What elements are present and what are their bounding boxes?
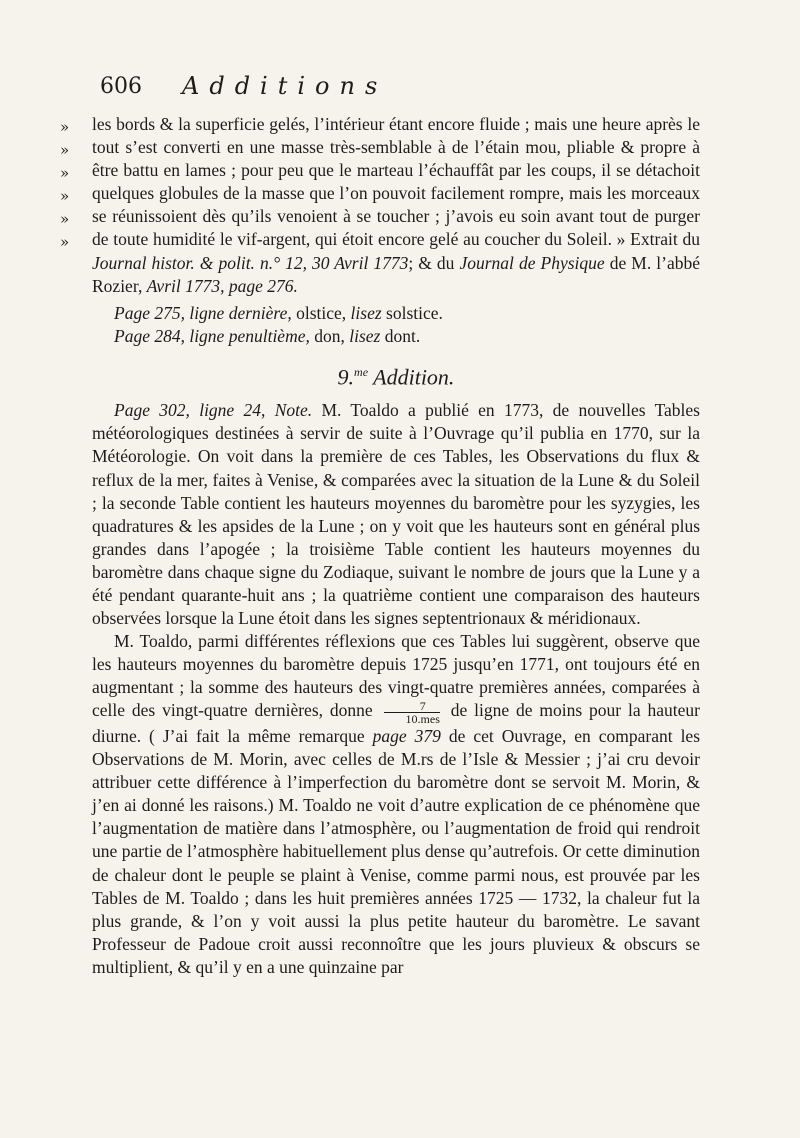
fraction	[384, 700, 440, 725]
errata-ref: Page 284, ligne penultième,	[114, 325, 310, 346]
page-header	[100, 74, 700, 108]
quotation-margin-marks	[60, 116, 80, 254]
fraction-numerator: 7	[384, 700, 440, 713]
quote-mark: »	[60, 118, 70, 136]
journal-physique: Journal de Physique	[459, 252, 605, 273]
errata-ref: Page 275, ligne dernière,	[114, 302, 292, 323]
running-title: Additions	[182, 72, 388, 100]
paragraph-text: de ligne de moins pour la hauteur diurne. ( J’ai fait la même remarque	[92, 700, 700, 746]
citation-author: de M. l’abbé Rozier,	[92, 252, 700, 296]
fraction-denominator: 10.mes	[405, 711, 440, 726]
body-text	[92, 113, 700, 979]
errata-line	[92, 302, 700, 325]
errata-line	[92, 325, 700, 348]
journal-citation: Journal histor. & polit. n.° 12, 30 Avril 1773	[92, 252, 409, 273]
paragraph-text: M. Toaldo, parmi différentes réflexions que ces Tables lui suggèrent, observe que les hauteurs moyennes du baromètre depuis 1725 jusqu’en 1771, ont toujours été en augmentant ; la somme des hauteurs des vingt-quatre premières années, comparées à celle des vingt-quatre dernières, donne	[92, 631, 700, 721]
paragraph-barometer	[92, 630, 700, 979]
citation-join: ; & du	[408, 252, 455, 273]
errata-correct: dont.	[384, 325, 421, 346]
paragraph-text: de cet Ouvrage, en comparant les Observations de M. Morin, avec celles de M.rs de l’Isle & Messier ; j’ai cru devoir attribuer cette différence à l’imperfection du baromètre dont se servoit M. Morin, & j’en ai donné les raisons.) M. Toaldo ne voit d’autre explication de ce phénomène que l’augmentation de matière dans l’atmosphère, ou l’augmentation de froid qui rendroit une partie de l’atmosphère habituellement plus dense qu’autrefois. Or cette diminution de chaleur dont le peuple se plaint à Venise, comme parmi nous, est prouvée par les Tables de M. Toaldo ; dans les huit premières années 1725 — 1732, la chaleur fut la plus grande, & l’on y voit aussi la plus petite hauteur du baromètre. Le savant Professeur de Padoue croit aussi reconnoître que les jours pluvieux & obscurs se multiplient, & qu’il y en a une quinzaine par	[92, 725, 701, 977]
errata-correct: solstice.	[386, 302, 443, 323]
note-ref: Page 302, ligne 24, Note.	[114, 400, 313, 421]
paragraph-tables	[92, 399, 700, 630]
quote-mark: »	[60, 141, 70, 159]
section-number: 9.	[337, 364, 355, 390]
section-heading	[92, 358, 700, 391]
quote-mark: »	[60, 164, 70, 182]
paragraph-text: M. Toaldo a publié en 1773, de nouvelles Tables météorologiques destinées à servir de suite à l’Ouvrage qu’il publia en 1770, sur la Météorologie. On voit dans la première de ces Tables, les Observations du flux & reflux de la mer, faites à Venise, & comparées avec la situation de la Lune & du Soleil ; la seconde Table contient les hauteurs moyennes du baromètre pour les syzygies, les quadratures & les apsides de la Lune ; on y voit que les hauteurs sont en général plus grandes dans l’apogée ; la troisième Table contient les hauteurs moyennes du baromètre dans chaque signe du Zodiaque, suivant le nombre de jours que la Lune y a été pendant quarante-huit ans ; la quatrième contient une comparaison des hauteurs observées lorsque la Lune étoit dans les signes septentrionaux & méridionaux.	[92, 400, 700, 629]
section-word: Addition.	[373, 364, 455, 390]
page-number: 606	[100, 74, 142, 99]
quote-text: les bords & la superficie gelés, l’intérieur étant encore fluide ; mais une heure après le tout s’est converti en une masse très-semblable à de l’étain mou, pliable & propre à être battu en lames ; pour peu que le marteau l’échauffât par les coups, il se détachoit quelques globules de la masse que l’on pouvoit facilement rompre, mais les morceaux se réunissoient dès qu’ils venoient à se toucher ; j’avois eu soin avant tout de purger de toute humidité le vif-argent, qui étoit encore gelé au coucher du Soleil. »	[92, 114, 700, 250]
quote-mark: »	[60, 210, 70, 228]
errata-lisez: lisez	[350, 302, 382, 323]
errata-lisez: lisez	[349, 325, 381, 346]
citation-date: Avril 1773, page 276.	[146, 275, 298, 296]
paragraph-quote	[92, 113, 700, 298]
quote-mark: »	[60, 187, 70, 205]
errata-wrong: olstice,	[296, 302, 347, 323]
errata-wrong: don,	[314, 325, 345, 346]
extract-prefix: Extrait du	[630, 229, 701, 250]
quote-mark: »	[60, 233, 70, 251]
page-reference: page 379	[372, 725, 441, 746]
section-ordinal: me	[354, 364, 369, 379]
